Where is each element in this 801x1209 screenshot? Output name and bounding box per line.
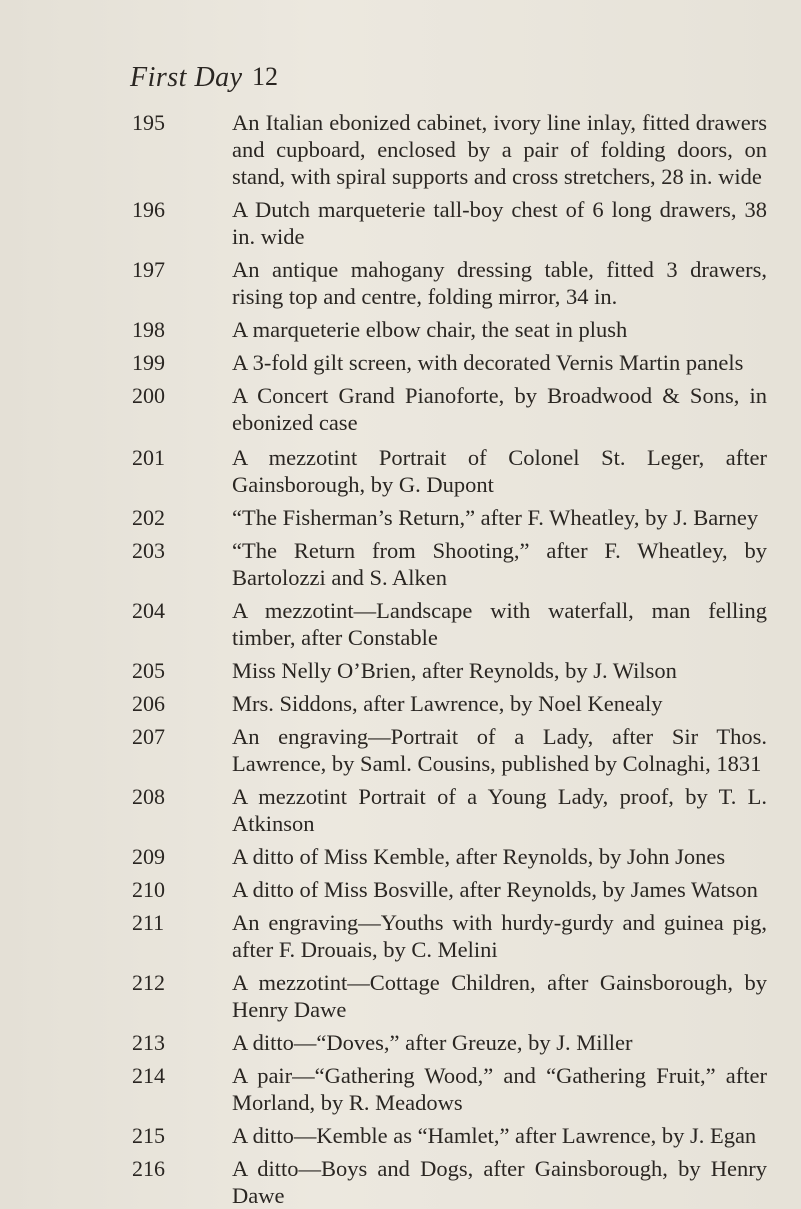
lot-entry-201: [0, 444, 801, 498]
page-header: [130, 62, 330, 102]
lot-description: Mrs. Siddons, after Lawrence, by Noel Kenealy: [232, 691, 663, 716]
lot-number: 213: [132, 1030, 165, 1055]
lot-description: A 3-fold gilt screen, with decorated Vernis Martin panels: [232, 350, 744, 375]
lot-description: An engraving—Portrait of a Lady, after Sir Thos. Lawrence, by Saml. Cousins, published by Colnaghi, 1831: [232, 724, 767, 776]
lot-description: A mezzotint—Landscape with waterfall, man felling timber, after Constable: [232, 598, 767, 650]
lot-entry-195: [0, 109, 801, 190]
lot-entry-197: [0, 256, 801, 310]
lot-entry-207: [0, 723, 801, 777]
lot-entry-198: [0, 316, 801, 343]
lot-entry-212: [0, 969, 801, 1023]
page-number: 12: [252, 62, 278, 91]
lot-description: A Dutch marqueterie tall-boy chest of 6 long drawers, 38 in. wide: [232, 197, 767, 249]
lot-entry-210: [0, 876, 801, 903]
lot-number: 202: [132, 505, 165, 530]
lot-number: 207: [132, 724, 165, 749]
lot-description: An engraving—Youths with hurdy-gurdy and guinea pig, after F. Drouais, by C. Melini: [232, 910, 767, 962]
lot-entry-211: [0, 909, 801, 963]
lot-number: 199: [132, 350, 165, 375]
lot-entry-203: [0, 537, 801, 591]
lot-number: 198: [132, 317, 165, 342]
lot-entry-205: [0, 657, 801, 684]
lot-description: An antique mahogany dressing table, fitted 3 drawers, rising top and centre, folding mirror, 34 in.: [232, 257, 767, 309]
lot-description: An Italian ebonized cabinet, ivory line inlay, fitted drawers and cupboard, enclosed by a pair of folding doors, on stand, with spiral supports and cross stretchers, 28 in. wide: [232, 110, 767, 189]
lot-number: 211: [132, 910, 165, 935]
lot-number: 206: [132, 691, 165, 716]
lot-entry-199: [0, 349, 801, 376]
lot-entry-200: [0, 382, 801, 436]
lot-number: 204: [132, 598, 165, 623]
lot-description: “The Return from Shooting,” after F. Wheatley, by Bartolozzi and S. Alken: [232, 538, 767, 590]
lot-entry-214: [0, 1062, 801, 1116]
lot-entry-209: [0, 843, 801, 870]
lot-number: 214: [132, 1063, 165, 1088]
lot-description: A ditto—Kemble as “Hamlet,” after Lawrence, by J. Egan: [232, 1123, 757, 1148]
lot-number: 208: [132, 784, 165, 809]
lot-number: 210: [132, 877, 165, 902]
lot-number: 203: [132, 538, 165, 563]
lot-description: A mezzotint Portrait of a Young Lady, proof, by T. L. Atkinson: [232, 784, 767, 836]
lot-entry-208: [0, 783, 801, 837]
lot-number: 195: [132, 110, 165, 135]
lot-number: 212: [132, 970, 165, 995]
lot-entry-196: [0, 196, 801, 250]
lot-number: 197: [132, 257, 165, 282]
lot-description: A ditto—Boys and Dogs, after Gainsborough, by Henry Dawe: [232, 1156, 767, 1208]
lot-description: A mezzotint Portrait of Colonel St. Leger, after Gainsborough, by G. Dupont: [232, 445, 767, 497]
lot-description: A marqueterie elbow chair, the seat in plush: [232, 317, 628, 342]
lot-description: A mezzotint—Cottage Children, after Gainsborough, by Henry Dawe: [232, 970, 767, 1022]
lot-description: A ditto of Miss Kemble, after Reynolds, by John Jones: [232, 844, 726, 869]
lot-description: A Concert Grand Pianoforte, by Broadwood & Sons, in ebonized case: [232, 383, 767, 435]
header-title: First Day: [130, 62, 243, 93]
lot-entry-215: [0, 1122, 801, 1149]
lot-description: Miss Nelly O’Brien, after Reynolds, by J. Wilson: [232, 658, 677, 683]
lot-entry-206: [0, 690, 801, 717]
lot-entry-213: [0, 1029, 801, 1056]
lot-number: 201: [132, 445, 165, 470]
lot-entry-202: [0, 504, 801, 531]
lot-list: [0, 109, 801, 1209]
lot-number: 200: [132, 383, 165, 408]
lot-description: A ditto of Miss Bosville, after Reynolds, by James Watson: [232, 877, 758, 902]
lot-number: 205: [132, 658, 165, 683]
lot-description: A ditto—“Doves,” after Greuze, by J. Miller: [232, 1030, 633, 1055]
lot-entry-216: [0, 1155, 801, 1209]
lot-number: 216: [132, 1156, 165, 1181]
lot-number: 196: [132, 197, 165, 222]
lot-description: “The Fisherman’s Return,” after F. Wheatley, by J. Barney: [232, 505, 759, 530]
lot-number: 209: [132, 844, 165, 869]
lot-description: A pair—“Gathering Wood,” and “Gathering Fruit,” after Morland, by R. Meadows: [232, 1063, 767, 1115]
lot-entry-204: [0, 597, 801, 651]
lot-number: 215: [132, 1123, 165, 1148]
